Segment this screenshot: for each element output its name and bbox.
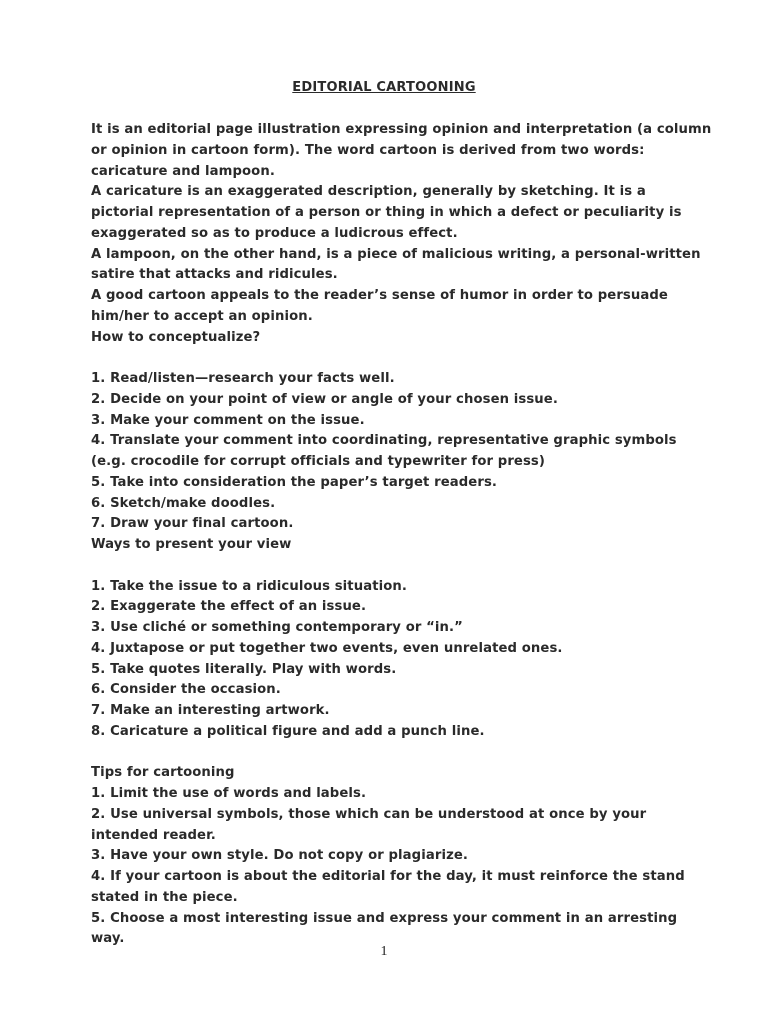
text-line: 1. Take the issue to a ridiculous situation.: [91, 578, 407, 594]
text-line: 3. Have your own style. Do not copy or plagiarize.: [91, 848, 468, 864]
text-line: 2. Exaggerate the effect of an issue.: [91, 599, 367, 615]
text-line: 5. Take into consideration the paper’s target readers.: [91, 474, 498, 490]
text-line: 6. Sketch/make doodles.: [91, 495, 276, 511]
text-line: 8. Caricature a political figure and add a punch line.: [91, 723, 485, 739]
text-line: Ways to present your view: [91, 537, 292, 552]
text-line: 7. Draw your final cartoon.: [91, 516, 294, 532]
text-line: Tips for cartooning: [91, 765, 235, 781]
text-line: him/her to accept an opinion.: [91, 308, 313, 324]
text-line: 3. Use cliché or something contemporary or “in.”: [91, 620, 463, 635]
text-line: 4. Translate your comment into coordinating, representative graphic symbols: [91, 433, 677, 449]
blank-line: [91, 743, 691, 764]
blank-line: [91, 556, 691, 577]
text-line: 7. Make an interesting artwork.: [91, 703, 330, 718]
text-line: way.: [91, 931, 125, 947]
text-line: caricature and lampoon.: [91, 163, 275, 179]
text-line: pictorial representation of a person or thing in which a defect or peculiarity is: [91, 205, 682, 220]
page-number: 1: [380, 944, 388, 959]
text-line: exaggerated so as to produce a ludicrous effect.: [91, 225, 458, 241]
text-line: 1. Limit the use of words and labels.: [91, 786, 367, 801]
text-line: A lampoon, on the other hand, is a piece of malicious writing, a personal-written: [91, 246, 701, 262]
document-body: [91, 120, 712, 950]
text-line: 2. Use universal symbols, those which can be understood at once by your: [91, 806, 647, 822]
text-line: A caricature is an exaggerated description, generally by sketching. It is a: [91, 184, 646, 200]
text-line: satire that attacks and ridicules.: [91, 267, 338, 283]
text-line: 4. Juxtapose or put together two events, even unrelated ones.: [91, 640, 563, 656]
text-line: (e.g. crocodile for corrupt officials and typewriter for press): [91, 454, 546, 469]
text-line: 3. Make your comment on the issue.: [91, 412, 365, 428]
text-line: 4. If your cartoon is about the editorial for the day, it must reinforce the stand: [91, 869, 685, 884]
blank-line: [91, 348, 691, 369]
text-line: 1. Read/listen—research your facts well.: [91, 371, 395, 386]
text-line: How to conceptualize?: [91, 329, 261, 345]
text-line: intended reader.: [91, 827, 216, 843]
text-line: stated in the piece.: [91, 889, 238, 905]
text-line: 6. Consider the occasion.: [91, 682, 281, 698]
text-line: 2. Decide on your point of view or angle of your chosen issue.: [91, 391, 558, 407]
text-line: A good cartoon appeals to the reader’s sense of humor in order to persuade: [91, 288, 668, 303]
page-title: EDITORIAL CARTOONING: [292, 80, 476, 95]
text-line: 5. Take quotes literally. Play with words.: [91, 661, 397, 677]
text-line: or opinion in cartoon form). The word cartoon is derived from two words:: [91, 142, 645, 158]
text-line: 5. Choose a most interesting issue and express your comment in an arresting: [91, 910, 678, 926]
text-line: It is an editorial page illustration expressing opinion and interpretation (a column: [91, 122, 712, 137]
